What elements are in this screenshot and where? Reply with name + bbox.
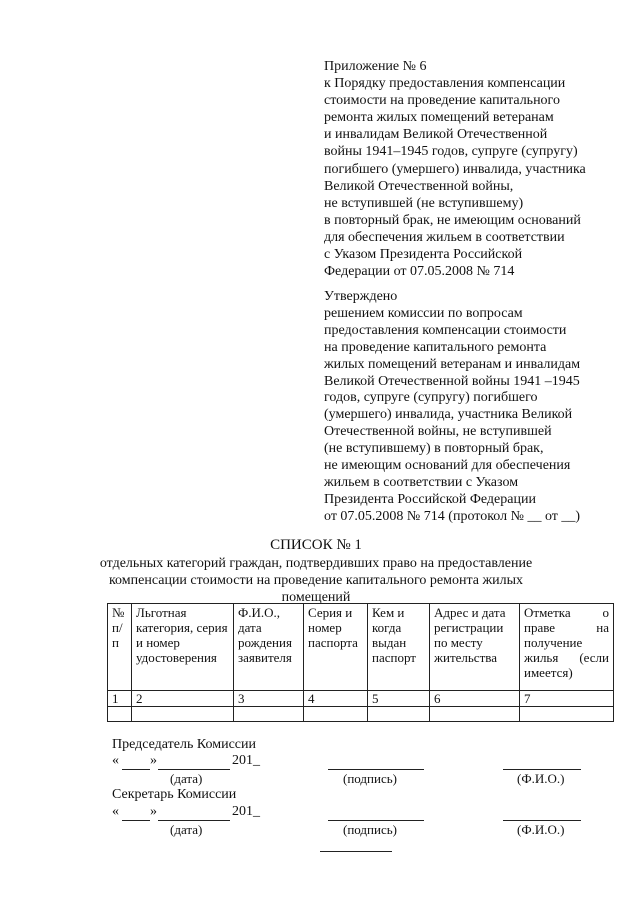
approval-line: от 07.05.2008 № 714 (протокол № __ от __) <box>324 508 581 524</box>
list-subtitle-line: компенсации стоимости на проведение капитального ремонта жилых <box>108 573 524 588</box>
column-number: 7 <box>520 691 614 707</box>
column-number: 2 <box>132 691 234 707</box>
approval-line: жилых помещений ветеранам и инвалидам <box>324 356 581 372</box>
chairman-fio-caption: (Ф.И.О.) <box>517 771 565 786</box>
secretary-day-line <box>122 820 150 821</box>
chairman-label: Председатель Комиссии <box>112 737 256 752</box>
approval-line: решением комиссии по вопросам <box>324 305 523 321</box>
secretary-fio-line <box>503 820 581 821</box>
chairman-sign-caption: (подпись) <box>343 771 397 786</box>
secretary-label: Секретарь Комиссии <box>112 787 237 802</box>
secretary-date-mid: » <box>150 804 157 819</box>
appendix-header <box>324 58 586 280</box>
column-number: 4 <box>304 691 368 707</box>
chairman-date-caption: (дата) <box>170 771 203 786</box>
approval-line: не имеющим оснований для обеспечения <box>324 458 571 474</box>
approval-line: годов, супруге (супругу) погибшего <box>324 390 538 406</box>
chairman-signature-line <box>328 769 424 770</box>
appendix-line: к Порядку предоставления компенсации <box>324 76 566 92</box>
approval-line: на проведение капитального ремонта <box>324 339 547 355</box>
secretary-date-open: « <box>112 804 119 819</box>
appendix-line: в повторный брак, не имеющим оснований <box>324 212 581 228</box>
approval-line: (умершего) инвалида, участника Великой <box>324 407 573 423</box>
column-header: Льготная категория, серия и номер удостоверения <box>132 604 234 691</box>
empty-cell <box>234 707 304 722</box>
table-header-row <box>108 604 614 691</box>
empty-cell <box>108 707 132 722</box>
closing-divider <box>320 851 392 852</box>
chairman-date-open: « <box>112 753 119 768</box>
secretary-sign-caption: (подпись) <box>343 822 397 837</box>
chairman-day-line <box>122 769 150 770</box>
secretary-signature-line <box>328 820 424 821</box>
column-header: Серия и номер паспорта <box>304 604 368 691</box>
column-header: Адрес и дата регистрации по месту жительства <box>430 604 520 691</box>
table-row <box>108 707 614 722</box>
empty-cell <box>368 707 430 722</box>
list-subtitle-line: отдельных категорий граждан, подтвердивших право на предоставление <box>99 556 533 571</box>
appendix-line: погибшего (умершего) инвалида, участника <box>324 161 586 177</box>
empty-cell <box>132 707 234 722</box>
table-row <box>108 691 614 707</box>
secretary-fio-caption: (Ф.И.О.) <box>517 822 565 837</box>
empty-cell <box>520 707 614 722</box>
column-number: 5 <box>368 691 430 707</box>
appendix-line: с Указом Президента Российской <box>324 247 523 263</box>
secretary-year: 201_ <box>232 804 260 819</box>
appendix-line: ремонта жилых помещений ветеранам <box>324 110 554 126</box>
approval-line: (не вступившему) в повторный брак, <box>324 441 544 457</box>
column-number: 6 <box>430 691 520 707</box>
approval-line: жильем в соответствии с Указом <box>324 474 519 490</box>
column-number: 3 <box>234 691 304 707</box>
chairman-year: 201_ <box>232 753 260 768</box>
secretary-date-caption: (дата) <box>170 822 203 837</box>
secretary-month-line <box>158 820 230 821</box>
column-header: Отметка о праве на получение жилья (если имеется) <box>520 604 614 691</box>
approval-line: Отечественной войны, не вступившей <box>324 424 552 440</box>
column-number: 1 <box>108 691 132 707</box>
column-header: № п/п <box>108 604 132 691</box>
appendix-line: и инвалидам Великой Отечественной <box>324 127 548 143</box>
column-header: Ф.И.О., дата рождения заявителя <box>234 604 304 691</box>
empty-cell <box>304 707 368 722</box>
appendix-line: стоимости на проведение капитального <box>324 93 560 109</box>
approval-line: Великой Отечественной войны 1941 –1945 <box>324 373 580 389</box>
approval-line: Утверждено <box>324 289 398 304</box>
appendix-line: Великой Отечественной войны, <box>324 178 514 194</box>
list-title: СПИСОК № 1 <box>270 537 362 553</box>
list-subtitle-line: помещений <box>281 590 351 605</box>
chairman-month-line <box>158 769 230 770</box>
chairman-date-mid: » <box>150 753 157 768</box>
appendix-line: Приложение № 6 <box>324 59 427 74</box>
register-table <box>107 603 614 722</box>
appendix-line: не вступившей (не вступившему) <box>324 195 524 211</box>
appendix-line: войны 1941–1945 годов, супруге (супругу) <box>324 144 578 160</box>
empty-cell <box>430 707 520 722</box>
approval-block <box>324 289 580 526</box>
chairman-fio-line <box>503 769 581 770</box>
appendix-line: для обеспечения жильем в соответствии <box>324 229 565 245</box>
approval-line: Президента Российской Федерации <box>324 491 536 507</box>
list-subtitle <box>0 555 632 606</box>
approval-line: предоставления компенсации стоимости <box>324 322 567 338</box>
column-header: Кем и когда выдан паспорт <box>368 604 430 691</box>
appendix-line: Федерации от 07.05.2008 № 714 <box>324 264 515 280</box>
